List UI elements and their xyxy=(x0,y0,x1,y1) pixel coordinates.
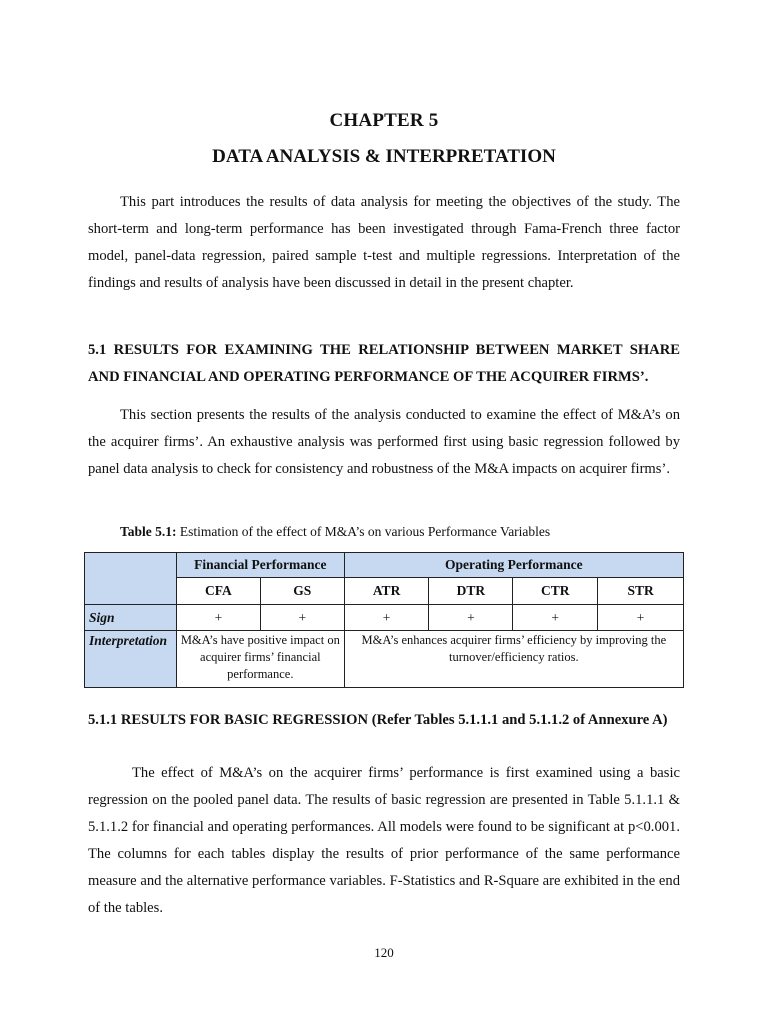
column-header-str: STR xyxy=(598,578,684,605)
table-corner-cell xyxy=(85,553,177,605)
column-header-ctr: CTR xyxy=(513,578,598,605)
financial-performance-header: Financial Performance xyxy=(176,553,344,578)
table-caption-text: Estimation of the effect of M&A’s on various Performance Variables xyxy=(176,524,551,539)
chapter-number: CHAPTER 5 xyxy=(329,110,439,131)
table-row-sign xyxy=(85,605,684,631)
section-5-1-1-heading: 5.1.1 RESULTS FOR BASIC REGRESSION (Refer Tables 5.1.1.1 and 5.1.1.2 of Annexure A) xyxy=(88,712,668,728)
section-5-1-paragraph: This section presents the results of the analysis conducted to examine the effect of M&A’s on the acquirer firms’. An exhaustive analysis was performed first using basic regression followed by panel data analysis to check for consistency and robustness of the M&A impacts on acquirer firms’. xyxy=(88,407,680,477)
column-header-dtr: DTR xyxy=(429,578,513,605)
column-header-gs: GS xyxy=(260,578,344,605)
sign-cell-ctr: + xyxy=(513,605,598,631)
table-caption-label: Table 5.1: xyxy=(120,524,177,539)
chapter-title: DATA ANALYSIS & INTERPRETATION xyxy=(212,146,556,167)
table-row-interpretation xyxy=(85,631,684,688)
column-header-atr: ATR xyxy=(344,578,429,605)
results-table xyxy=(84,552,684,688)
sign-cell-gs: + xyxy=(260,605,344,631)
interpretation-row-label: Interpretation xyxy=(85,631,177,688)
sign-cell-cfa: + xyxy=(176,605,260,631)
sign-cell-str: + xyxy=(598,605,684,631)
section-5-1-1-paragraph: The effect of M&A’s on the acquirer firms’ performance is first examined using a basic regression on the pooled panel data. The results of basic regression are presented in Table 5.1.1.1 & 5.1.1.2 for financial and operating performances. All models were found to be significant at p<0.001. The columns for each tables display the results of prior performance of the same performance measure and the alternative performance variables. F-Statistics and R-Square are exhibited in the end of the tables. xyxy=(88,765,680,916)
table-group-header-row xyxy=(85,553,684,578)
section-5-1-heading: 5.1 RESULTS FOR EXAMINING THE RELATIONSHIP BETWEEN MARKET SHARE AND FINANCIAL AND OPERATING PERFORMANCE OF THE ACQUIRER FIRMS’. xyxy=(88,342,680,385)
sign-cell-atr: + xyxy=(344,605,429,631)
sign-cell-dtr: + xyxy=(429,605,513,631)
column-header-cfa: CFA xyxy=(176,578,260,605)
sign-row-label: Sign xyxy=(85,605,177,631)
table-caption xyxy=(120,524,550,540)
intro-paragraph: This part introduces the results of data analysis for meeting the objectives of the study. The short-term and long-term performance has been investigated through Fama-French three factor model, panel-data regression, paired sample t-test and multiple regressions. Interpretation of the findings and results of analysis have been discussed in detail in the present chapter. xyxy=(88,194,680,291)
page-number: 120 xyxy=(374,945,394,960)
interpretation-financial: M&A’s have positive impact on acquirer firms’ financial performance. xyxy=(176,631,344,688)
interpretation-operating: M&A’s enhances acquirer firms’ efficiency by improving the turnover/efficiency ratios. xyxy=(344,631,683,688)
operating-performance-header: Operating Performance xyxy=(344,553,683,578)
